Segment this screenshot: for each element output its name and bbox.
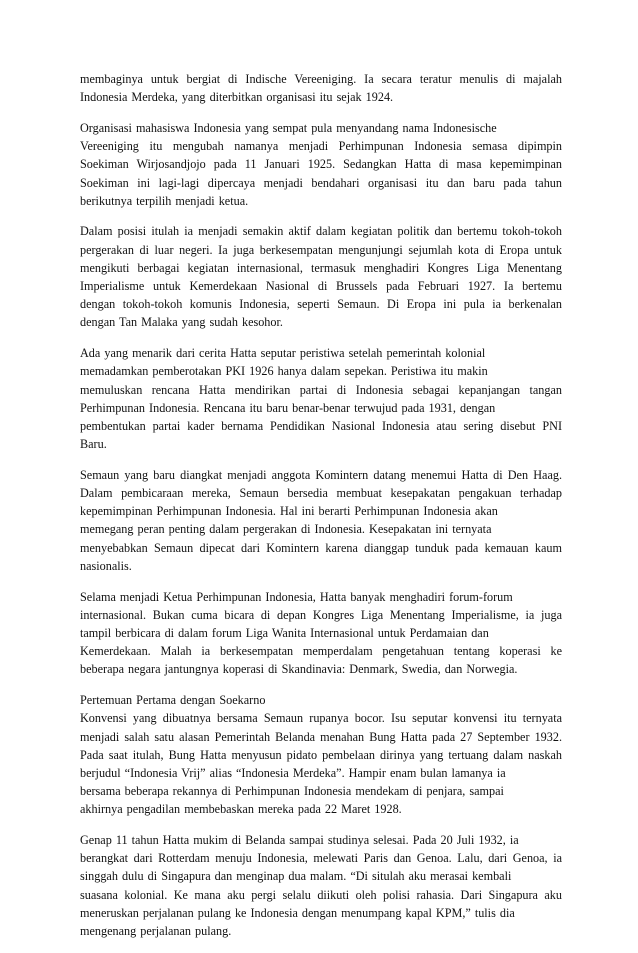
paragraph-2 — [80, 119, 562, 210]
text-line: suasana kolonial. Ke mana aku pergi selalu diikuti oleh polisi rahasia. Dari Singapura aku — [80, 887, 562, 902]
paragraph-4 — [80, 344, 562, 453]
text-line: bersama beberapa rekannya di Perhimpunan Indonesia mendekam di penjara, sampai — [80, 784, 504, 799]
text-line: Kemerdekaan. Malah ia berkesempatan memperdalam pengetahuan tentang koperasi ke — [80, 644, 562, 659]
text-line: Semaun yang baru diangkat menjadi anggota Komintern datang menemui Hatta di Den Haag. — [80, 467, 562, 482]
text-line: berangkat dari Rotterdam menuju Indonesia, melewati Paris dan Genoa. Lalu, dari Genoa, ia — [80, 851, 562, 866]
text-line: membaginya untuk bergiat di Indische Vereeniging. Ia secara teratur menulis di majalah — [80, 72, 562, 86]
text-line: memadamkan pemberotakan PKI 1926 hanya dalam sepekan. Peristiwa itu makin — [80, 364, 488, 379]
text-line: Dalam posisi itulah ia menjadi semakin aktif dalam kegiatan politik dan bertemu tokoh-tokoh — [80, 224, 562, 239]
text-line: akhirnya pengadilan membebaskan mereka pada 22 Maret 1928. — [80, 802, 402, 817]
text-line: pergerakan di luar negeri. Ia juga berkesempatan mengunjungi sejumlah kota di Eropa untuk — [80, 242, 562, 257]
text-line: mengikuti berbagai kegiatan internasional, termasuk menghadiri Kongres Liga Menentang — [80, 260, 562, 275]
text-line: singgah dulu di Singapura dan menginap dua malam. “Di situlah aku merasai kembali — [80, 869, 512, 884]
text-line: memuluskan rencana Hatta mendirikan partai di Indonesia sebagai kepanjangan tangan — [80, 382, 562, 397]
text-line: Genap 11 tahun Hatta mukim di Belanda sampai studinya selesai. Pada 20 Juli 1932, ia — [80, 833, 519, 848]
text-line: Imperialisme untuk Kemerdekaan Nasional di Brussels pada Februari 1927. Ia bertemu — [80, 279, 562, 294]
text-line: Dalam pembicaraan mereka, Semaun bersedia membuat kesepakatan pengakuan terhadap — [80, 486, 562, 501]
text-line: berikutnya terpilih menjadi ketua. — [80, 193, 249, 208]
text-line: nasionalis. — [80, 558, 132, 573]
text-line: menyebabkan Semaun dipecat dari Komintern karena dianggap tunduk pada kemauan kaum — [80, 540, 562, 555]
text-line: dengan Tan Malaka yang sudah kesohor. — [80, 315, 283, 330]
document-page — [80, 70, 562, 953]
text-line: kepemimpinan Perhimpunan Indonesia. Hal ini berarti Perhimpunan Indonesia akan — [80, 504, 498, 519]
text-line: pembentukan partai kader bernama Pendidikan Nasional Indonesia atau sering disebut PNI — [80, 418, 562, 433]
text-line: berjudul “Indonesia Vrij” alias “Indonesia Merdeka”. Hampir enam bulan lamanya ia — [80, 765, 506, 780]
text-line: Organisasi mahasiswa Indonesia yang sempat pula menyandang nama Indonesische — [80, 120, 497, 135]
text-line: menjadi salah satu alasan Pemerintah Belanda menahan Bung Hatta pada 27 September 1932. — [80, 729, 562, 744]
text-line: memegang peran penting dalam pergerakan di Indonesia. Kesepakatan ini ternyata — [80, 522, 492, 537]
text-line: Soekiman ini lagi-lagi dipercaya menjadi bendahari organisasi itu dan baru pada tahun — [80, 175, 562, 190]
text-line: Vereeniging itu mengubah namanya menjadi Perhimpunan Indonesia semasa dipimpin — [80, 139, 562, 154]
paragraph-7 — [80, 691, 562, 818]
text-line: beberapa negara jantungnya koperasi di Skandinavia: Denmark, Swedia, dan Norwegia. — [80, 662, 518, 677]
section-heading: Pertemuan Pertama dengan Soekarno — [80, 693, 266, 708]
text-line: meneruskan perjalanan pulang ke Indonesia dengan menumpang kapal KPM,” tulis dia — [80, 905, 515, 920]
paragraph-6 — [80, 588, 562, 679]
text-line: Selama menjadi Ketua Perhimpunan Indonesia, Hatta banyak menghadiri forum-forum — [80, 589, 513, 604]
text-line: Baru. — [80, 437, 107, 452]
paragraph-5 — [80, 466, 562, 575]
text-line: mengenang perjalanan pulang. — [80, 924, 232, 939]
text-line: Pada saat itulah, Bung Hatta menyusun pidato pembelaan dirinya yang tertuang dalam naskah — [80, 747, 562, 762]
text-line: Indonesia Merdeka, yang diterbitkan organisasi itu sejak 1924. — [80, 90, 394, 105]
text-line: tampil berbicara di dalam forum Liga Wanita Internasional untuk Perdamaian dan — [80, 625, 489, 640]
paragraph-3 — [80, 222, 562, 331]
text-line: Ada yang menarik dari cerita Hatta seputar peristiwa setelah pemerintah kolonial — [80, 346, 486, 361]
text-line: internasional. Bukan cuma bicara di depan Kongres Liga Menentang Imperialisme, ia juga — [80, 607, 562, 622]
text-line: dengan tokoh-tokoh komunis Indonesia, seperti Semaun. Di Eropa ini pula ia berkenalan — [80, 297, 562, 312]
text-line: Konvensi yang dibuatnya bersama Semaun rupanya bocor. Isu seputar konvensi itu ternyata — [80, 711, 562, 726]
text-line: Perhimpunan Indonesia. Rencana itu baru benar-benar terwujud pada 1931, dengan — [80, 400, 496, 415]
paragraph-8 — [80, 831, 562, 940]
paragraph-1 — [80, 70, 562, 106]
text-line: Soekiman Wirjosandjojo pada 11 Januari 1925. Sedangkan Hatta di masa kepemimpinan — [80, 157, 562, 172]
